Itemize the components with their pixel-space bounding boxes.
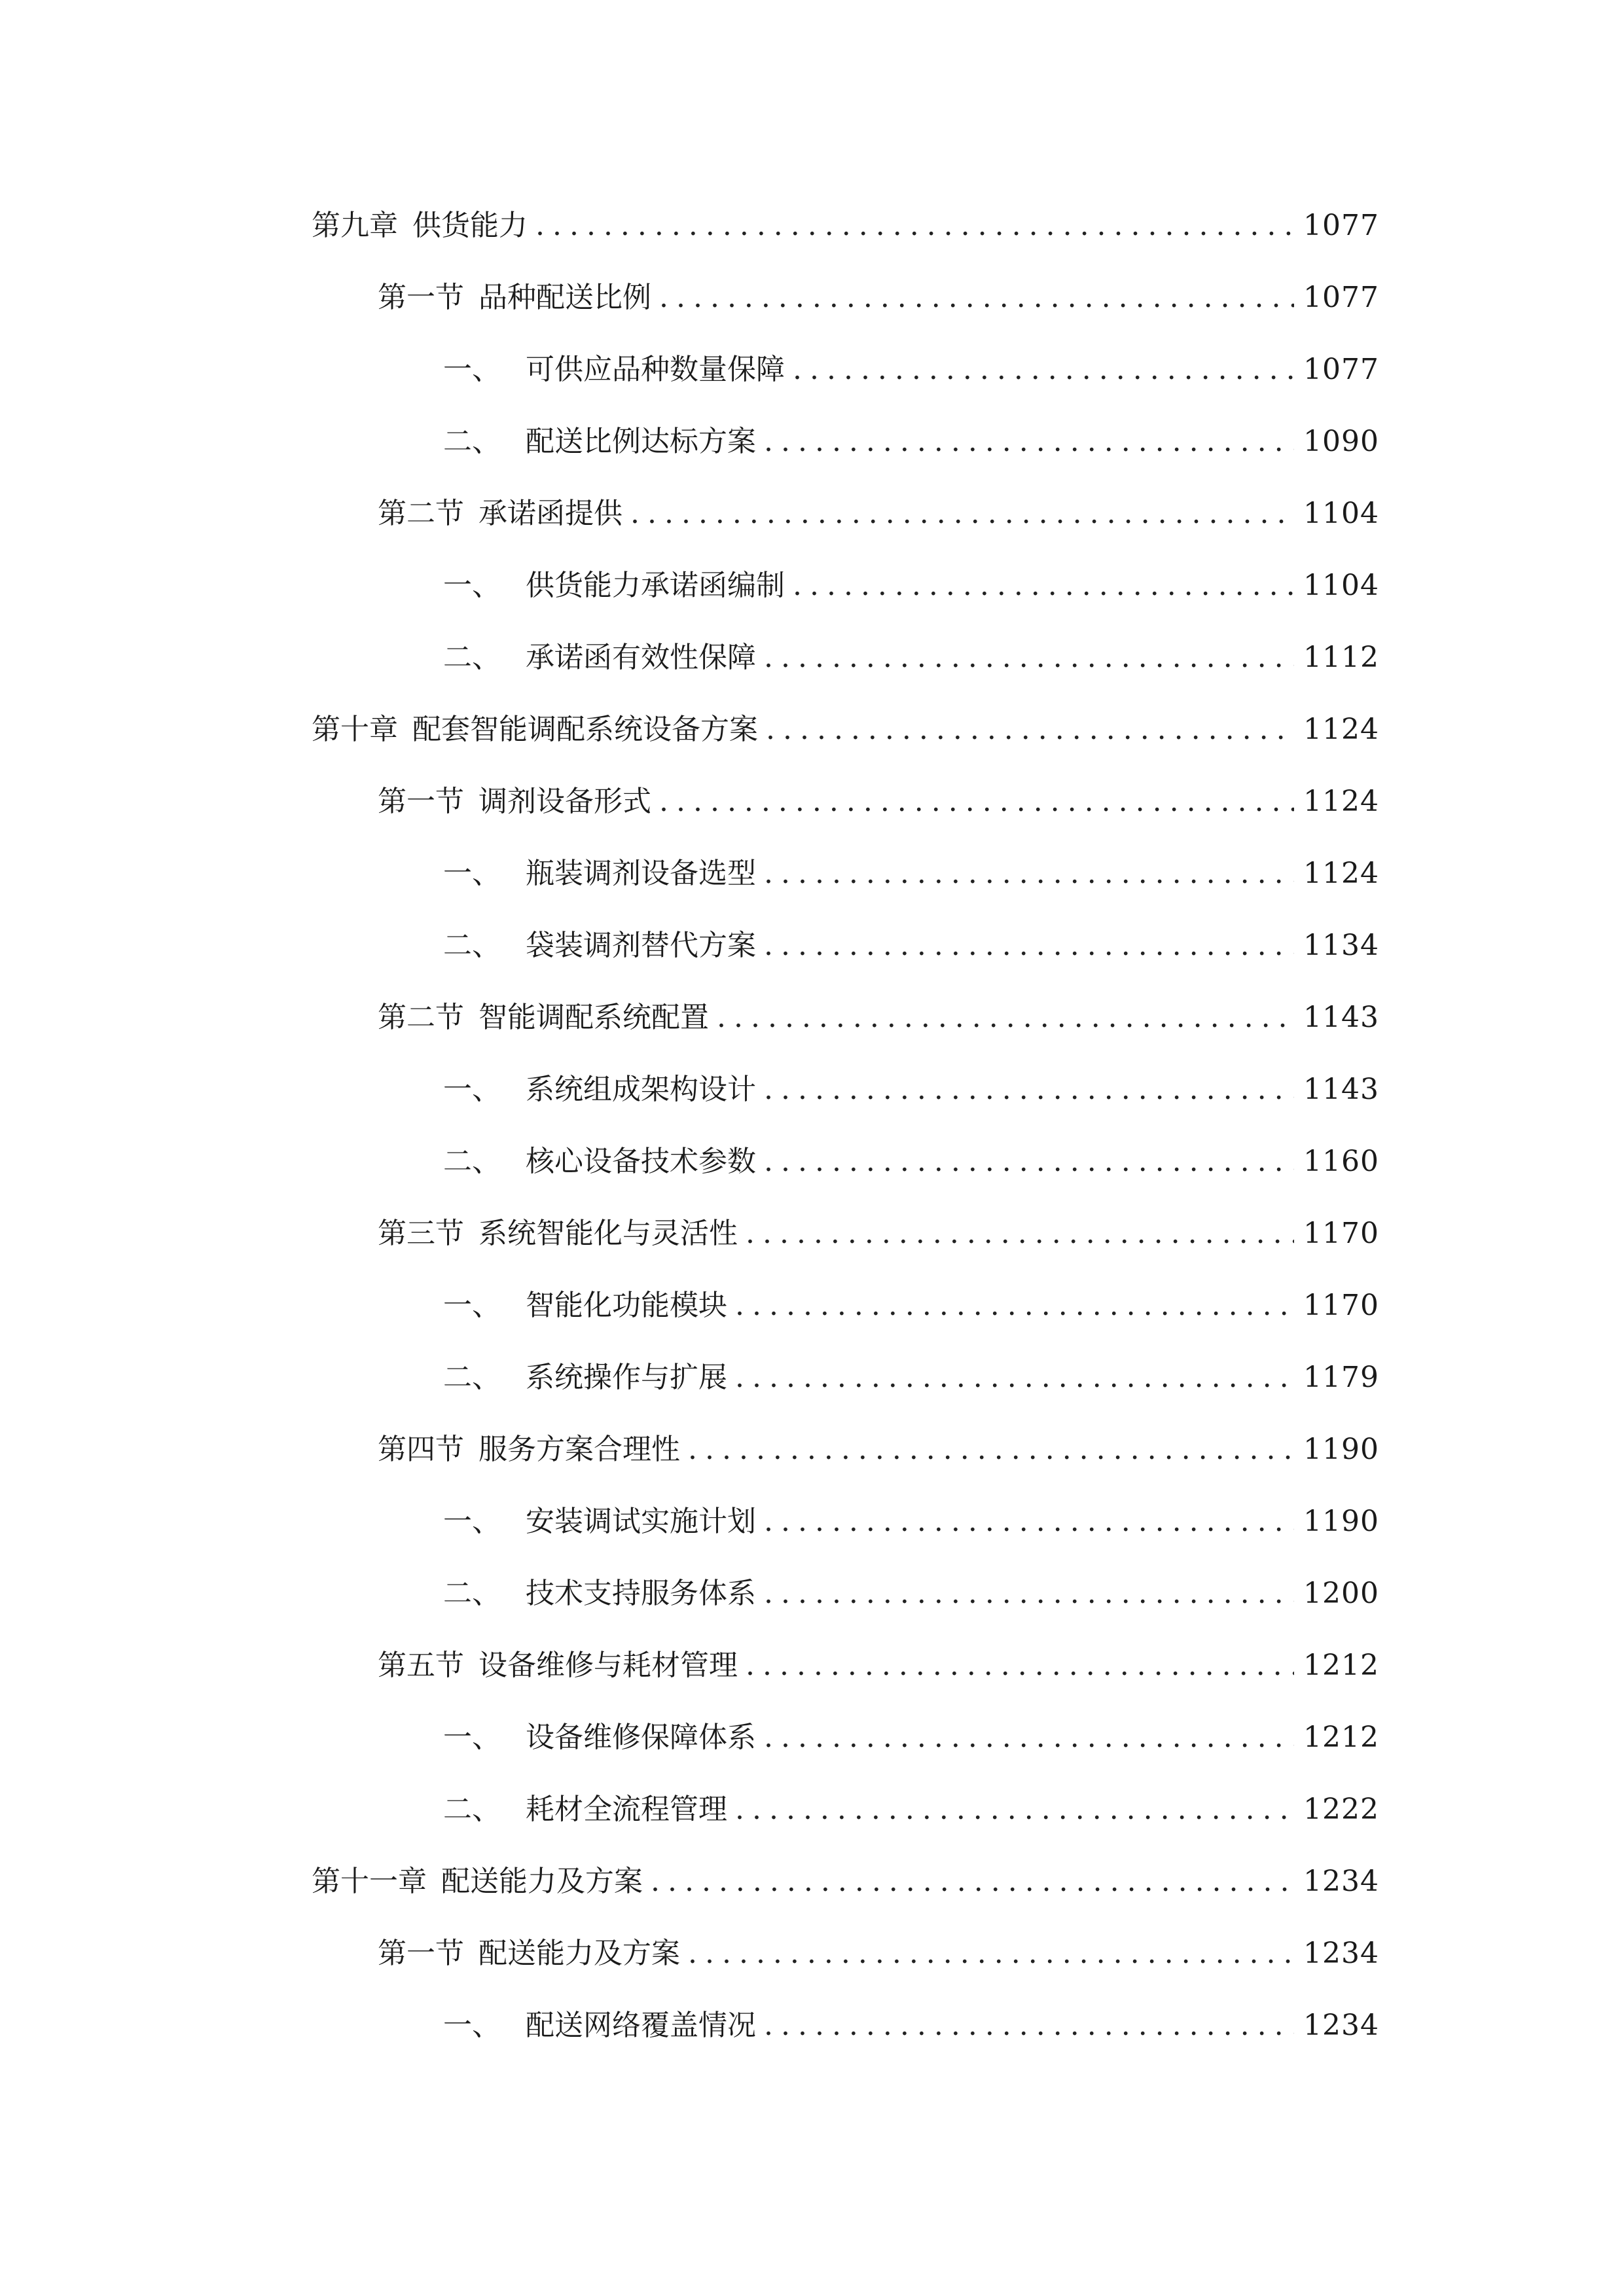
toc-entry-title: 承诺函提供 <box>478 497 623 530</box>
toc-entry-page-number: 1200 <box>1303 1577 1379 1610</box>
toc-entry[interactable] <box>0 190 1624 262</box>
dot-leader <box>630 478 1294 550</box>
toc-entry-title: 瓶装调剂设备选型 <box>526 857 756 890</box>
toc-entry-number: 一、 <box>443 1073 501 1106</box>
toc-entry-title: 配送能力及方案 <box>441 1865 643 1898</box>
toc-entry-title: 设备维修与耗材管理 <box>478 1649 738 1682</box>
toc-entry-page-number: 1090 <box>1303 425 1379 458</box>
dot-leader <box>651 1846 1294 1918</box>
toc-entry[interactable] <box>0 622 1624 694</box>
dot-leader <box>659 766 1294 838</box>
dot-leader <box>764 406 1294 478</box>
toc-entry-number: 二、 <box>443 1793 501 1826</box>
toc-entry[interactable] <box>0 910 1624 982</box>
dot-leader <box>764 1990 1294 2062</box>
toc-entry[interactable] <box>0 1270 1624 1342</box>
toc-entry-title: 技术支持服务体系 <box>526 1577 756 1610</box>
toc-entry[interactable] <box>0 334 1624 406</box>
toc-entry-page-number: 1124 <box>1303 713 1379 746</box>
toc-entry[interactable] <box>0 550 1624 622</box>
toc-entry[interactable] <box>0 1126 1624 1198</box>
dot-leader <box>764 1126 1294 1198</box>
toc-entry-page-number: 1112 <box>1303 641 1379 674</box>
toc-entry-number: 一、 <box>443 2009 501 2042</box>
toc-entry[interactable] <box>0 838 1624 910</box>
toc-entry-number: 一、 <box>443 857 501 890</box>
toc-entry-number: 第十一章 <box>312 1865 427 1898</box>
dot-leader <box>764 1054 1294 1126</box>
toc-entry-title: 供货能力 <box>412 209 528 242</box>
dot-leader <box>746 1630 1294 1702</box>
toc-entry-number: 一、 <box>443 1505 501 1538</box>
toc-entry[interactable] <box>0 1414 1624 1486</box>
toc-entry-title: 智能化功能模块 <box>526 1289 727 1322</box>
toc-entry[interactable] <box>0 1054 1624 1126</box>
dot-leader <box>746 1198 1294 1270</box>
dot-leader <box>688 1918 1294 1990</box>
toc-entry-number: 二、 <box>443 929 501 962</box>
toc-entry-title: 配套智能调配系统设备方案 <box>412 713 758 746</box>
toc-entry-number: 一、 <box>443 353 501 386</box>
toc-entry-number: 第五节 <box>378 1649 464 1682</box>
toc-entry-number: 二、 <box>443 641 501 674</box>
toc-entry-number: 第二节 <box>378 497 464 530</box>
toc-entry-title: 核心设备技术参数 <box>526 1145 756 1178</box>
toc-entry-page-number: 1179 <box>1303 1361 1379 1394</box>
toc-entry[interactable] <box>0 406 1624 478</box>
toc-entry-page-number: 1170 <box>1303 1289 1379 1322</box>
toc-entry-number: 第三节 <box>378 1217 464 1250</box>
toc-entry-title: 安装调试实施计划 <box>526 1505 756 1538</box>
dot-leader <box>735 1774 1294 1846</box>
toc-entry-title: 配送比例达标方案 <box>526 425 756 458</box>
toc-entry-page-number: 1160 <box>1303 1145 1379 1178</box>
toc-entry-page-number: 1077 <box>1303 209 1379 242</box>
dot-leader <box>717 982 1294 1054</box>
toc-entry-page-number: 1124 <box>1303 857 1379 890</box>
dot-leader <box>764 910 1294 982</box>
toc-entry-title: 品种配送比例 <box>478 281 651 314</box>
toc-entry-title: 系统组成架构设计 <box>526 1073 756 1106</box>
toc-entry[interactable] <box>0 1486 1624 1558</box>
dot-leader <box>659 262 1294 334</box>
toc-entry-page-number: 1190 <box>1303 1433 1379 1466</box>
toc-entry-page-number: 1104 <box>1303 569 1379 602</box>
toc-entry[interactable] <box>0 1990 1624 2062</box>
toc-entry-number: 第一节 <box>378 1937 464 1970</box>
toc-entry-title: 承诺函有效性保障 <box>526 641 756 674</box>
dot-leader <box>766 694 1294 766</box>
toc-entry-number: 一、 <box>443 569 501 602</box>
toc-entry-page-number: 1077 <box>1303 353 1379 386</box>
toc-entry-number: 二、 <box>443 425 501 458</box>
dot-leader <box>793 550 1294 622</box>
toc-entry-number: 二、 <box>443 1145 501 1178</box>
toc-entry-number: 第十章 <box>312 713 398 746</box>
dot-leader <box>764 1702 1294 1774</box>
toc-entry-title: 智能调配系统配置 <box>478 1001 709 1034</box>
toc-entry-title: 系统智能化与灵活性 <box>478 1217 738 1250</box>
toc-entry[interactable] <box>0 1342 1624 1414</box>
toc-entry-page-number: 1234 <box>1303 1865 1379 1898</box>
toc-entry-number: 二、 <box>443 1361 501 1394</box>
toc-entry-title: 服务方案合理性 <box>478 1433 680 1466</box>
toc-entry-page-number: 1222 <box>1303 1793 1379 1826</box>
toc-entry-number: 第九章 <box>312 209 398 242</box>
toc-entry-title: 调剂设备形式 <box>478 785 651 818</box>
toc-entry[interactable] <box>0 766 1624 838</box>
dot-leader <box>535 190 1294 262</box>
dot-leader <box>735 1270 1294 1342</box>
toc-entry-title: 耗材全流程管理 <box>526 1793 727 1826</box>
dot-leader <box>764 622 1294 694</box>
toc-entry-page-number: 1190 <box>1303 1505 1379 1538</box>
toc-entry-page-number: 1143 <box>1303 1073 1379 1106</box>
toc-entry-title: 配送网络覆盖情况 <box>526 2009 756 2042</box>
toc-entry-title: 袋装调剂替代方案 <box>526 929 756 962</box>
toc-entry-number: 一、 <box>443 1289 501 1322</box>
toc-entry[interactable] <box>0 1198 1624 1270</box>
toc-entry[interactable] <box>0 1774 1624 1846</box>
toc-entry-page-number: 1212 <box>1303 1721 1379 1754</box>
dot-leader <box>764 838 1294 910</box>
dot-leader <box>735 1342 1294 1414</box>
toc-entry[interactable] <box>0 694 1624 766</box>
toc-entry[interactable] <box>0 1702 1624 1774</box>
toc-entry-title: 设备维修保障体系 <box>526 1721 756 1754</box>
toc-entry-page-number: 1212 <box>1303 1649 1379 1682</box>
table-of-contents <box>0 190 1624 2062</box>
toc-entry-number: 一、 <box>443 1721 501 1754</box>
toc-entry-page-number: 1124 <box>1303 785 1379 818</box>
dot-leader <box>764 1486 1294 1558</box>
toc-entry-title: 系统操作与扩展 <box>526 1361 727 1394</box>
toc-entry[interactable] <box>0 478 1624 550</box>
toc-entry-number: 第二节 <box>378 1001 464 1034</box>
dot-leader <box>793 334 1294 406</box>
dot-leader <box>688 1414 1294 1486</box>
toc-entry-page-number: 1234 <box>1303 1937 1379 1970</box>
toc-entry[interactable] <box>0 262 1624 334</box>
toc-entry-number: 第一节 <box>378 785 464 818</box>
toc-entry-number: 第四节 <box>378 1433 464 1466</box>
toc-entry-page-number: 1104 <box>1303 497 1379 530</box>
toc-entry-page-number: 1170 <box>1303 1217 1379 1250</box>
toc-entry[interactable] <box>0 1558 1624 1630</box>
toc-entry[interactable] <box>0 982 1624 1054</box>
toc-entry-title: 配送能力及方案 <box>478 1937 680 1970</box>
toc-entry[interactable] <box>0 1918 1624 1990</box>
toc-entry-page-number: 1077 <box>1303 281 1379 314</box>
toc-entry-page-number: 1143 <box>1303 1001 1379 1034</box>
toc-entry-title: 可供应品种数量保障 <box>526 353 785 386</box>
toc-entry-page-number: 1134 <box>1303 929 1379 962</box>
toc-entry-number: 二、 <box>443 1577 501 1610</box>
toc-entry-number: 第一节 <box>378 281 464 314</box>
toc-entry-page-number: 1234 <box>1303 2009 1379 2042</box>
toc-entry[interactable] <box>0 1846 1624 1918</box>
toc-entry[interactable] <box>0 1630 1624 1702</box>
toc-entry-title: 供货能力承诺函编制 <box>526 569 785 602</box>
dot-leader <box>764 1558 1294 1630</box>
